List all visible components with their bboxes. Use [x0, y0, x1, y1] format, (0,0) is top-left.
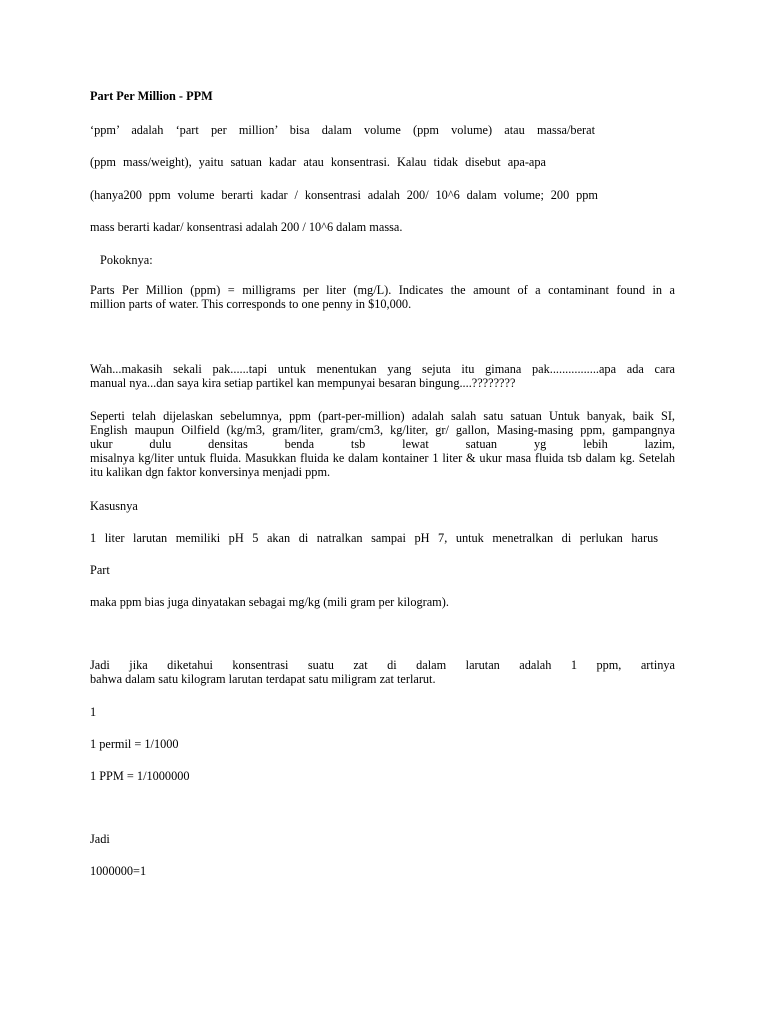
paragraph-ppm-volume: (hanya200 ppm volume berarti kadar / konsentrasi adalah 200/ 10^6 dalam volume; 200 ppm: [90, 188, 598, 202]
paragraph-one: 1: [90, 705, 97, 719]
text-line: Parts Per Million (ppm) = milligrams per liter (mg/L). Indicates the amount of a contaminant found in a: [90, 283, 675, 297]
paragraph-mg-kg: maka ppm bias juga dinyatakan sebagai mg/kg (mili gram per kilogram).: [90, 595, 449, 609]
paragraph-ppm-fraction: 1 PPM = 1/1000000: [90, 769, 190, 783]
paragraph-ppm-mass: mass berarti kadar/ konsentrasi adalah 200 / 10^6 dalam massa.: [90, 220, 403, 234]
paragraph-permil: 1 permil = 1/1000: [90, 737, 179, 751]
document-title: Part Per Million - PPM: [90, 89, 213, 103]
text-line: ukur dulu densitas benda tsb lewat satuan yg lebih lazim,: [90, 437, 675, 451]
text-line: Wah...makasih sekali pak......tapi untuk menentukan yang sejuta itu gimana pak................apa ada cara: [90, 362, 675, 376]
paragraph-ppm-mass-weight: (ppm mass/weight), yaitu satuan kadar atau konsentrasi. Kalau tidak disebut apa-apa: [90, 155, 546, 169]
paragraph-kasusnya: Kasusnya: [90, 499, 138, 513]
text-line: Jadi jika diketahui konsentrasi suatu zat di dalam larutan adalah 1 ppm, artinya: [90, 658, 675, 672]
text-line: bahwa dalam satu kilogram larutan terdapat satu miligram zat terlarut.: [90, 672, 436, 686]
paragraph-part: Part: [90, 563, 110, 577]
text-line: manual nya...dan saya kira setiap partikel kan mempunyai besaran bingung....????????: [90, 376, 516, 390]
paragraph-million-equals-one: 1000000=1: [90, 864, 147, 878]
paragraph-concentration: [90, 658, 675, 686]
paragraph-question: [90, 362, 675, 390]
paragraph-explanation: [90, 409, 675, 479]
text-line: English maupun Oilfield (kg/m3, gram/liter, gram/cm3, kg/liter, gr/ gallon, Masing-masing ppm, gampangnya: [90, 423, 675, 437]
paragraph-ppm-definition: ‘ppm’ adalah ‘part per million’ bisa dalam volume (ppm volume) atau massa/berat: [90, 123, 595, 137]
text-line: itu kalikan dgn faktor konversinya menjadi ppm.: [90, 465, 331, 479]
paragraph-jadi: Jadi: [90, 832, 110, 846]
paragraph-ph-case: 1 liter larutan memiliki pH 5 akan di natralkan sampai pH 7, untuk menetralkan di perlukan harus: [90, 531, 658, 545]
text-line: Seperti telah dijelaskan sebelumnya, ppm (part-per-million) adalah salah satu satuan Untuk banyak, baik SI,: [90, 409, 675, 423]
paragraph-pokoknya: Pokoknya:: [100, 253, 153, 267]
paragraph-parts-per-million: [90, 283, 675, 311]
text-line: misalnya kg/liter untuk fluida. Masukkan fluida ke dalam kontainer 1 liter & ukur masa fluida tsb dalam kg. Setelah: [90, 451, 675, 465]
text-line: million parts of water. This corresponds to one penny in $10,000.: [90, 297, 412, 311]
